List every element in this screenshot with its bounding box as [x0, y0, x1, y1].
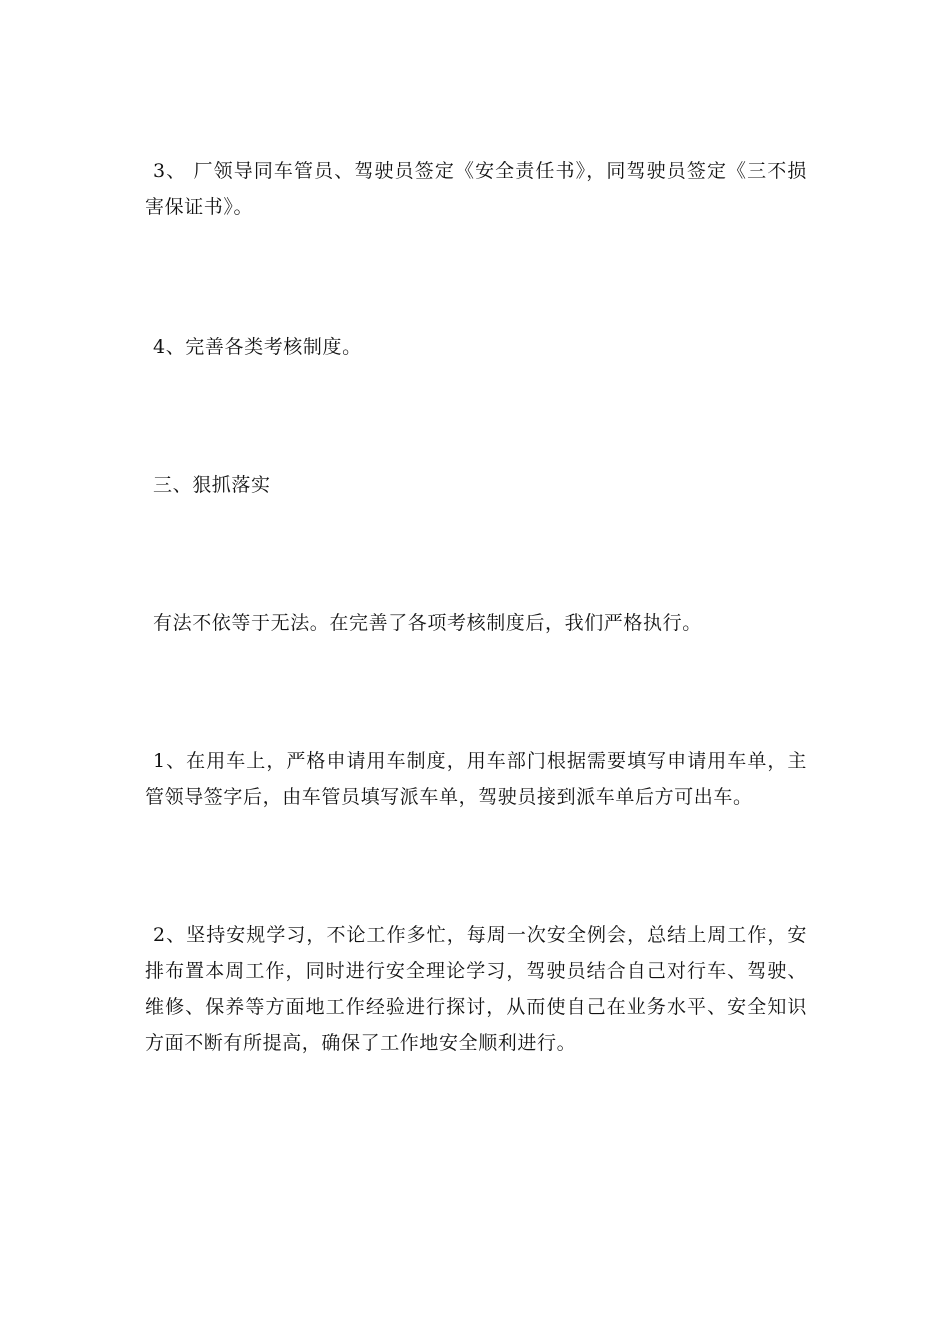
paragraph-vehicle-use-rules: 1、在用车上，严格申请用车制度，用车部门根据需要填写申请用车单，主管领导签字后，由车管员填写派车单，驾驶员接到派车单后方可出车。 [145, 750, 807, 808]
paragraph-item-3-responsibility: 3、 厂领导同车管员、驾驶员签定《安全责任书》，同驾驶员签定《三不损害保证书》。 [145, 160, 807, 218]
paragraph-safety-study: 2、坚持安规学习，不论工作多忙，每周一次安全例会，总结上周工作，安排布置本周工作，同时进行安全理论学习，驾驶员结合自己对行车、驾驶、维修、保养等方面地工作经验进行探讨，从而使自己在业务水平、安全知识方面不断有所提高，确保了工作地安全顺利进行。 [145, 924, 807, 1054]
paragraph-item-4-assessment: 4、完善各类考核制度。 [153, 336, 362, 358]
paragraph-enforcement-intro: 有法不依等于无法。在完善了各项考核制度后，我们严格执行。 [153, 612, 702, 634]
section-heading-implementation: 三、狠抓落实 [153, 474, 271, 496]
